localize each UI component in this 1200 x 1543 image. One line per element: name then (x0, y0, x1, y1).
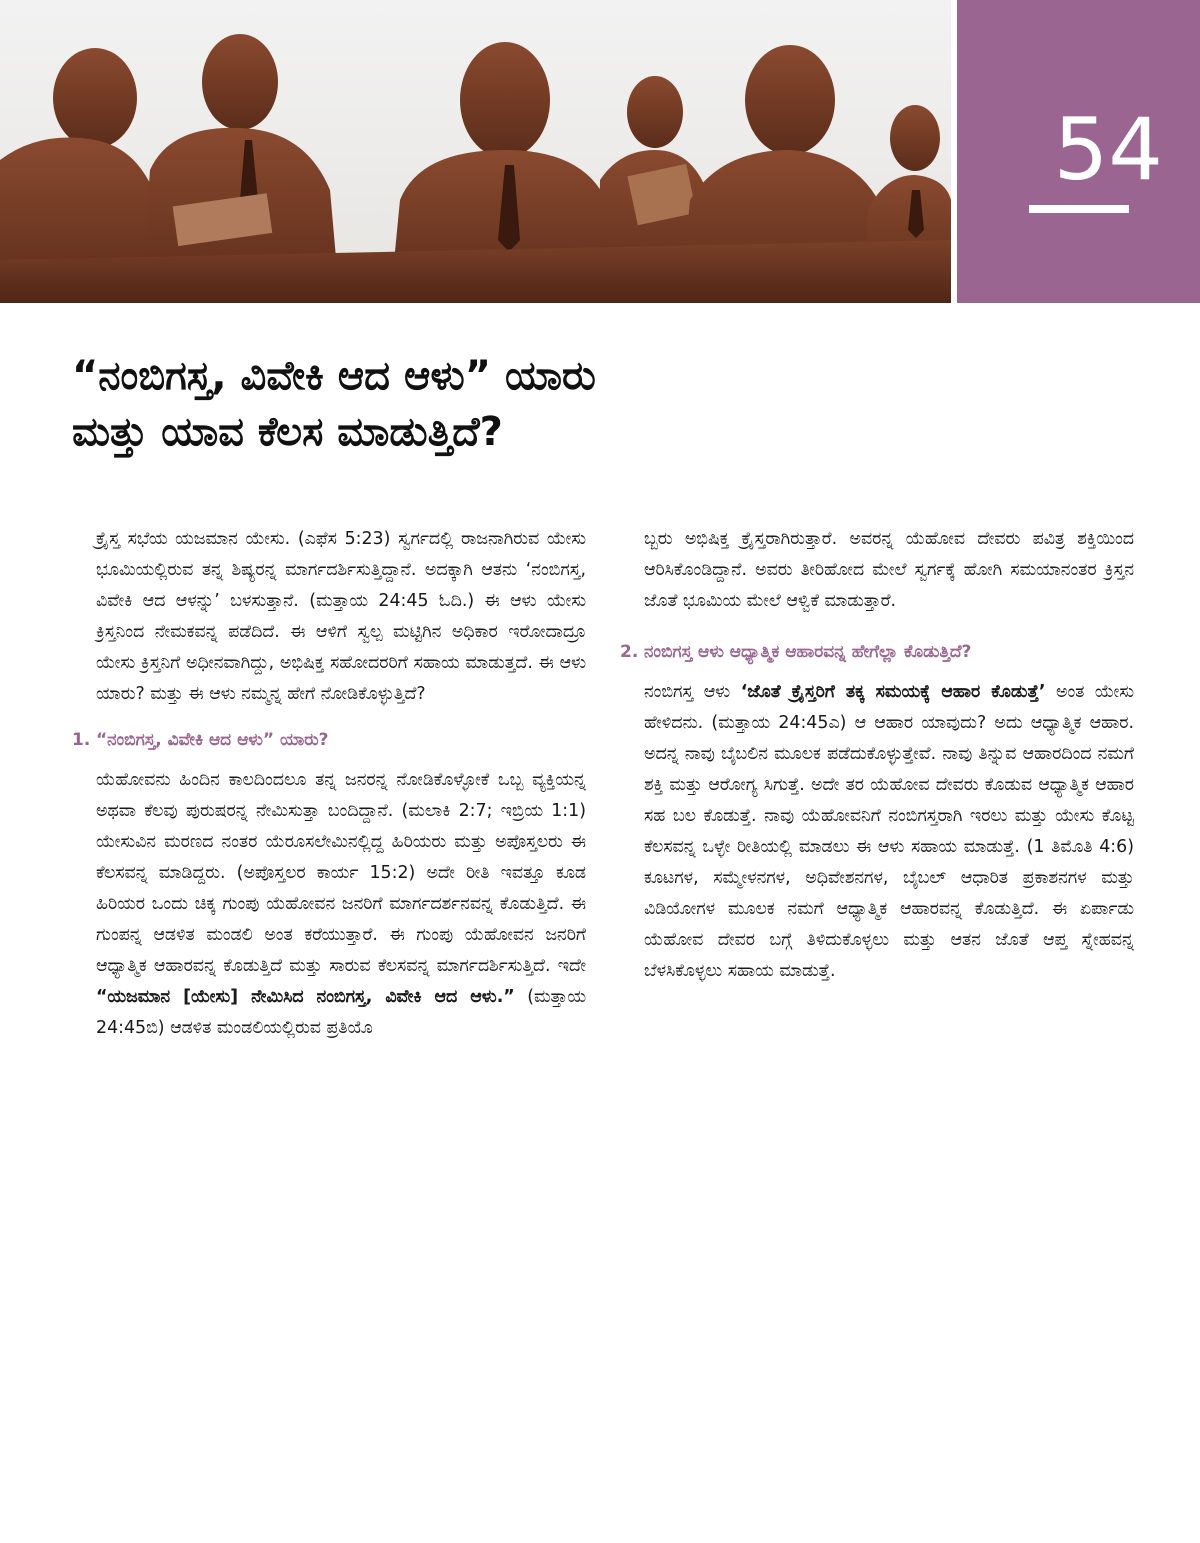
lesson-number: 54 (1053, 100, 1163, 200)
header-photo (0, 0, 951, 303)
left-column (72, 524, 587, 1044)
meeting-silhouette-illustration (0, 0, 951, 303)
lesson-number-underline (1029, 205, 1129, 213)
section-2-text-b: ಅಂತ ಯೇಸು ಹೇಳಿದನು. (ಮತ್ತಾಯ 24:45ಎ) ಆ ಆಹಾರ ಯಾವುದು? ಅದು ಆಧ್ಯಾತ್ಮಿಕ ಆಹಾರ. ಅದನ್ನ ನಾವು ಬೈಬಲಿನ ಮೂಲಕ ಪಡೆದುಕೊಳ್ಳುತ್ತೇವೆ. ನಾವು ತಿನ್ನುವ ಆಹಾರದಿಂದ ನಮಗೆ ಶಕ್ತಿ ಮತ್ತು ಆರೋಗ್ಯ ಸಿಗುತ್ತೆ. ಅದೇ ತರ ಯೆಹೋವ ದೇವರು ಕೊಡುವ ಆಧ್ಯಾತ್ಮಿಕ ಆಹಾರ ಸಹ ಬಲ ಕೊಡುತ್ತೆ. ನಾವು ಯೆಹೋವನಿಗೆ ನಂಬಿಗಸ್ತರಾಗಿ ಇರಲು ಮತ್ತು ಯೇಸು ಕೊಟ್ಟ ಕೆಲಸವನ್ನ ಒಳ್ಳೇ ರೀತಿಯಲ್ಲಿ ಮಾಡಲು ಈ ಆಳು ಸಹಾಯ ಮಾಡುತ್ತೆ. (1 ತಿಮೊತಿ 4:6) ಕೂಟಗಳ, ಸಮ್ಮೇಳನಗಳ, ಅಧಿವೇಶನಗಳ, ಬೈಬಲ್ ಆಧಾರಿತ ಪ್ರಕಾಶನಗಳ ಮತ್ತು ವಿಡಿಯೋಗಳ ಮೂಲಕ ನಮಗೆ ಆಧ್ಯಾತ್ಮಿಕ ಆಹಾರವನ್ನ ಕೊಡುತ್ತಿದೆ. ಈ ಏರ್ಪಾಡು ಯೆಹೋವ ದೇವರ ಬಗ್ಗೆ ತಿಳಿದುಕೊಳ್ಳಲು ಮತ್ತು ಆತನ ಜೊತೆ ಆಪ್ತ ಸ್ನೇಹವನ್ನ ಬೆಳಸಿಕೊಳ್ಳಲು ಸಹಾಯ ಮಾಡುತ್ತೆ. (644, 682, 1134, 981)
section-2-text-a: ನಂಬಿಗಸ್ತ ಆಳು (644, 682, 741, 702)
title-line-2: ಮತ್ತು ಯಾವ ಕೆಲಸ ಮಾಡುತ್ತಿದೆ? (72, 409, 503, 455)
page-title (72, 348, 972, 460)
lesson-number-badge (957, 0, 1200, 303)
section-2-text-bold: ‘ಜೊತೆ ಕ್ರೈಸ್ತರಿಗೆ ತಕ್ಕ ಸಮಯಕ್ಕೆ ಆಹಾರ ಕೊಡುತ್ತೆ’ (740, 682, 1046, 702)
right-column (620, 524, 1134, 987)
section-1-paragraph (96, 765, 586, 1044)
section-2-number: 2. (620, 642, 639, 662)
section-2-question (620, 637, 1134, 668)
section-2-paragraph (644, 677, 1134, 987)
section-1-question-text: “ನಂಬಿಗಸ್ತ, ವಿವೇಕಿ ಆದ ಆಳು” ಯಾರು? (96, 730, 329, 750)
section-1-text-a: ಯೆಹೋವನು ಹಿಂದಿನ ಕಾಲದಿಂದಲೂ ತನ್ನ ಜನರನ್ನ ನೋಡಿಕೊಳ್ಳೋಕೆ ಒಬ್ಬ ವ್ಯಕ್ತಿಯನ್ನ ಅಥವಾ ಕೆಲವು ಪುರುಷರನ್ನ ನೇಮಿಸುತ್ತಾ ಬಂದಿದ್ದಾನೆ. (ಮಲಾಕಿ 2:7; ಇಬ್ರಿಯ 1:1) ಯೇಸುವಿನ ಮರಣದ ನಂತರ ಯೆರೂಸಲೇಮಿನಲ್ಲಿದ್ದ ಹಿರಿಯರು ಮತ್ತು ಅಪೊಸ್ತಲರು ಈ ಕೆಲಸವನ್ನ ಮಾಡಿದ್ದರು. (ಅಪೊಸ್ತಲರ ಕಾರ್ಯ 15:2) ಅದೇ ರೀತಿ ಇವತ್ತೂ ಕೂಡ ಹಿರಿಯರ ಒಂದು ಚಿಕ್ಕ ಗುಂಪು ಯೆಹೋವನ ಜನರಿಗೆ ಮಾರ್ಗದರ್ಶನವನ್ನ ಕೊಡುತ್ತಿದೆ. ಈ ಗುಂಪನ್ನ ಆಡಳಿತ ಮಂಡಲಿ ಅಂತ ಕರೆಯುತ್ತಾರೆ. ಈ ಗುಂಪು ಯೆಹೋವನ ಜನರಿಗೆ ಆಧ್ಯಾತ್ಮಿಕ ಆಹಾರವನ್ನ ಕೊಡುತ್ತಿದೆ ಮತ್ತು ಸಾರುವ ಕೆಲಸವನ್ನ ಮಾರ್ಗದರ್ಶಿಸುತ್ತಿದೆ. ಇದೇ (96, 770, 586, 976)
section-1-text-b: (ಮತ್ತಾಯ 24:45ಬಿ) ಆಡಳಿತ ಮಂಡಲಿಯಲ್ಲಿರುವ ಪ್ರತಿಯೊ (96, 987, 587, 1038)
section-1-question (72, 725, 586, 756)
section-1-paragraph-continued: ಬ್ಬರು ಅಭಿಷಿಕ್ತ ಕ್ರೈಸ್ತರಾಗಿರುತ್ತಾರೆ. ಅವರನ್ನ ಯೆಹೋವ ದೇವರು ಪವಿತ್ರ ಶಕ್ತಿಯಿಂದ ಆರಿಸಿಕೊಂಡಿದ್ದಾನೆ. ಅವರು ತೀರಿಹೋದ ಮೇಲೆ ಸ್ವರ್ಗಕ್ಕೆ ಹೋಗಿ ಸಮಯಾನಂತರ ಕ್ರಿಸ್ತನ ಜೊತೆ ಭೂಮಿಯ ಮೇಲೆ ಆಳ್ವಿಕೆ ಮಾಡುತ್ತಾರೆ. (644, 529, 1134, 611)
title-line-1: “ನಂಬಿಗಸ್ತ, ವಿವೇಕಿ ಆದ ಆಳು” ಯಾರು (72, 353, 596, 399)
section-1-text-bold: “ಯಜಮಾನ [ಯೇಸು] ನೇಮಿಸಿದ ನಂಬಿಗಸ್ತ, ವಿವೇಕಿ ಆದ ಆಳು.” (96, 987, 515, 1007)
section-1-number: 1. (72, 730, 91, 750)
intro-paragraph: ಕ್ರೈಸ್ತ ಸಭೆಯ ಯಜಮಾನ ಯೇಸು. (ಎಫೆಸ 5:23) ಸ್ವರ್ಗದಲ್ಲಿ ರಾಜನಾಗಿರುವ ಯೇಸು ಭೂಮಿಯಲ್ಲಿರುವ ತನ್ನ ಶಿಷ್ಯರನ್ನ ಮಾರ್ಗದರ್ಶಿಸುತ್ತಿದ್ದಾನೆ. ಅದಕ್ಕಾಗಿ ಆತನು ‘ನಂಬಿಗಸ್ತ, ವಿವೇಕಿ ಆದ ಆಳನ್ನು’ ಬಳಸುತ್ತಾನೆ. (ಮತ್ತಾಯ 24:45 ಓದಿ.) ಈ ಆಳು ಯೇಸು ಕ್ರಿಸ್ತನಿಂದ ನೇಮಕವನ್ನ ಪಡೆದಿದೆ. ಈ ಆಳಿಗೆ ಸ್ವಲ್ಪ ಮಟ್ಟಿಗಿನ ಅಧಿಕಾರ ಇರೋದಾದ್ರೂ ಯೇಸು ಕ್ರಿಸ್ತನಿಗೆ ಅಧೀನವಾಗಿದ್ದು, ಅಭಿಷಿಕ್ತ ಸಹೋದರರಿಗೆ ಸಹಾಯ ಮಾಡುತ್ತದೆ. ಈ ಆಳು ಯಾರು? ಮತ್ತು ಈ ಆಳು ನಮ್ಮನ್ನ ಹೇಗೆ ನೋಡಿಕೊಳ್ಳುತ್ತಿದೆ? (96, 529, 586, 704)
section-2-question-text: ನಂಬಿಗಸ್ತ ಆಳು ಆಧ್ಯಾತ್ಮಿಕ ಆಹಾರವನ್ನ ಹೇಗೆಲ್ಲಾ ಕೊಡುತ್ತಿದೆ? (644, 642, 972, 662)
